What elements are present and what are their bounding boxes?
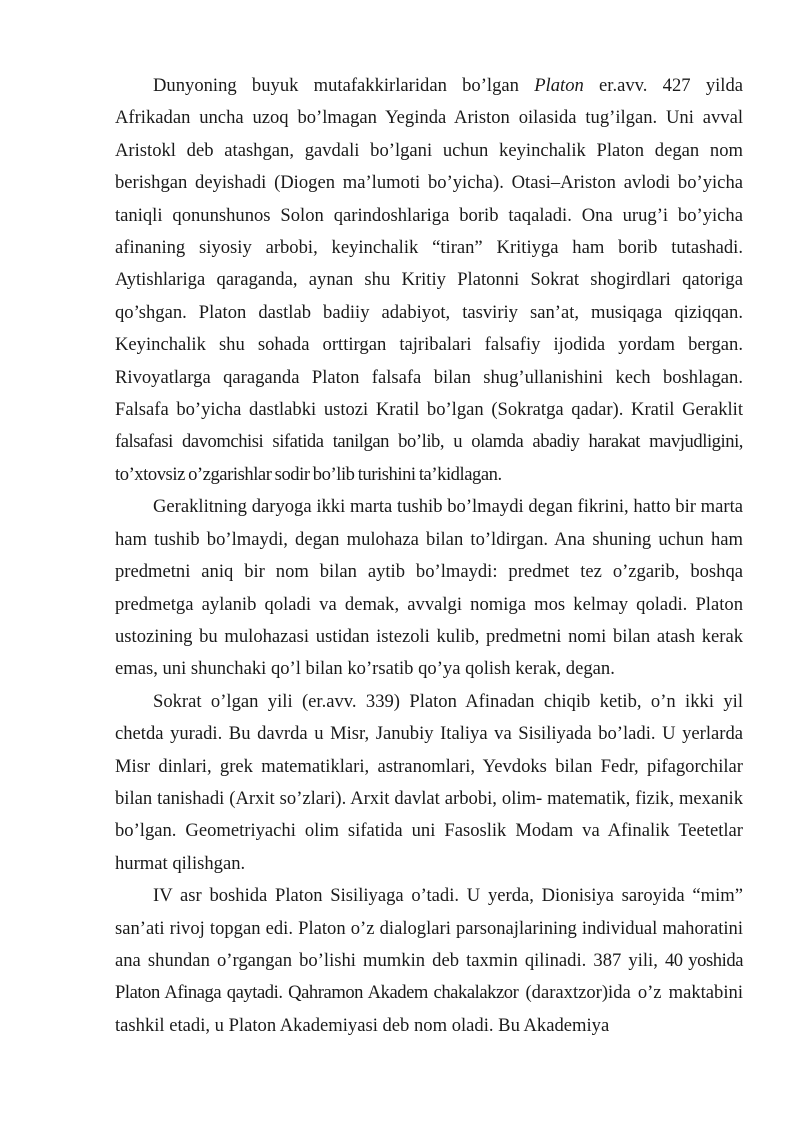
paragraph-text: (daraxtzor)ida o’z maktabini tashkil etadi, u Platon Akademiyasi deb nom oladi. Bu Akademiya [115,982,743,1036]
paragraph-travels: Sokrat o’lgan yili (er.avv. 339) Platon Afinadan chiqib ketib, o’n ikki yil chetda yuradi. Bu davrda u Misr, Janubiy Italiya va Sisiliyada bo’ladi. U yerlarda Misr dinlari, grek matematiklari, astranomlari, Yevdoks bilan Fedr, pifagorchilar bilan tanishadi (Arxit so’zlari). Arxit davlat arbobi, olim- matematik, fizik, mexanik bo’lgan. Geometriyachi olim sifatida uni Fasoslik Modam va Afinalik Teetetlar hurmat qilishgan. [115,690,743,874]
paragraph-text: er.avv. 427 yilda Afrikadan uncha uzoq bo’lmagan Yeginda Ariston oilasida tug’ilgan. Uni avval Aristokl deb atashgan, gavdali bo’lgani uchun keyinchalik Platon degan nom berishgan deyishadi (Diogen ma’lumoti bo’yicha). Otasi–Ariston avlodi bo’yicha taniqli qonunshunos Solon qarindoshlariga borib taqaladi. Ona urug’i bo’yicha afinaning siyosiy arbobi, keyinchalik “tiran” Kritiyga ham borib tutashadi. Aytishlariga qaraganda, aynan shu Kritiy Platonni Sokrat shogirdlari qatoriga qo’shgan. Platon dastlab badiiy adabiyot, tasviriy san’at, musiqaga qiziqqan. Keyinchalik shu sohada orttirgan tajribalari falsafiy ijodida yordam bergan. Rivoyatlarga qaraganda Platon falsafa bilan shug’ullanishini kech boshlagan. Falsafa bo’yicha dastlabki ustozi Kratil bo’lgan (Sokratga qadar). Kratil Geraklit [115,75,743,421]
paragraph-text: IV asr boshida Platon Sisiliyaga o’tadi. U yerda, Dionisiya saroyida “mim” san’ati rivoj topgan edi. Platon o’z dialoglari parsonajlarining individual mahoratini ana shundan o’rgangan bo’lishi mumkin deb taxmin qilinadi. 387 yili, [115,885,743,971]
paragraph-academy [115,880,743,1042]
paragraph-geraklit: Geraklitning daryoga ikki marta tushib bo’lmaydi degan fikrini, hatto bir marta ham tushib bo’lmaydi, degan mulohaza bilan to’ldirgan. Ana shuning uchun ham predmetni aniq bir nom bilan aytib bo’lmaydi: predmet tez o’zgarib, boshqa predmetga aylanib qoladi va demak, avvalgi nomiga mos kelmay qoladi. Platon ustozining bu mulohazasi ustidan istezoli kulib, predmetni nomi bilan atash kerak emas, uni shunchaki qo’l bilan ko’rsatib qo’ya qolish kerak, degan. [115,496,743,680]
paragraph-platon-biography [115,70,743,491]
paragraph-text: Dunyoning buyuk mutafakkirlaridan bo’lgan [153,75,535,96]
document-page [115,70,743,1042]
paragraph-text-condensed: 40 yoshida Platon Afinaga qaytadi. Qahramon Akadem chakalakzor [115,949,743,1004]
name-platon-italic: Platon [534,75,584,96]
paragraph-text-condensed: falsafasi davomchisi sifatida tanilgan bo’lib, u olamda abadiy harakat mavjudligini, to’xtovsiz o’zgarishlar sodir bo’lib turishini ta’kidlagan. [115,431,743,485]
